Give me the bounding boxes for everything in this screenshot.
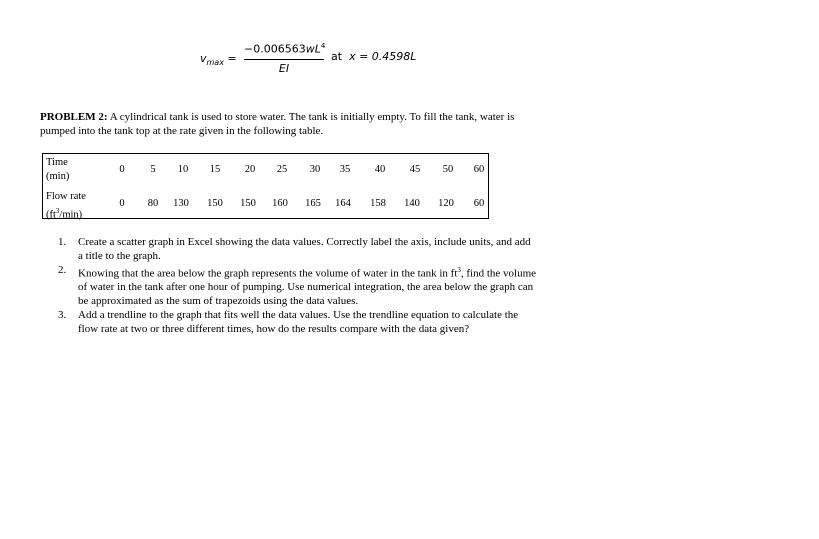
- table-cell: 0: [119, 164, 125, 175]
- flow-rate-table: [42, 153, 489, 219]
- table-cell: 150: [240, 198, 256, 209]
- table-cell: 25: [276, 164, 288, 175]
- problem-statement: [40, 110, 520, 138]
- table-cell: 35: [339, 164, 351, 175]
- table-cell: 10: [177, 164, 189, 175]
- time-header: Time (min): [46, 157, 70, 182]
- table-cell: 60: [473, 198, 485, 209]
- list-item: 3. Add a trendline to the graph that fits well the data values. Use the trendline equation to calculate the flow rate at two or three different times, how do the results compare with the data given?: [58, 309, 519, 335]
- problem-label: PROBLEM 2:: [40, 111, 108, 123]
- table-cell: 15: [209, 164, 221, 175]
- equation-numerator: $-0.006563wL^4$: [244, 42, 326, 56]
- question-list: [58, 236, 538, 337]
- table-cell: 0: [119, 198, 125, 209]
- equation-fraction: [244, 40, 324, 75]
- table-cell: 158: [370, 198, 386, 209]
- fraction-bar: [244, 59, 324, 60]
- table-cell: 140: [404, 198, 420, 209]
- table-cell: 150: [207, 198, 223, 209]
- list-item: 1. Create a scatter graph in Excel showing the data values. Correctly label the axis, include units, and add a title to the graph.: [58, 236, 531, 262]
- table-cell: 40: [374, 164, 386, 175]
- table-cell: 50: [442, 164, 454, 175]
- equation-lhs: $v_{max}$ =: [200, 52, 237, 68]
- table-cell: 45: [409, 164, 421, 175]
- table-cell: 160: [272, 198, 288, 209]
- table-cell: 164: [335, 198, 351, 209]
- table-cell: 5: [150, 164, 156, 175]
- table-row-time: [43, 156, 488, 186]
- flow-header: Flow rate $(ft^3/\min)$: [46, 191, 86, 221]
- table-cell: 120: [438, 198, 454, 209]
- table-cell: 30: [309, 164, 321, 175]
- table-cell: 165: [305, 198, 321, 209]
- equation-condition: at x = 0.4598L: [331, 50, 417, 63]
- table-cell: 20: [244, 164, 256, 175]
- table-row-flow: [43, 190, 488, 220]
- table-cell: 130: [173, 198, 189, 209]
- equation-denominator: EI: [278, 61, 290, 75]
- problem-text: A cylindrical tank is used to store water. The tank is initially empty. To fill the tank, water is pumped into the tank top at the rate given in the following table.: [40, 111, 515, 137]
- list-item: 2. Knowing that the area below the graph represents the volume of water in the tank in $ft^3$, find the volume of water in the tank after one hour of pumping. Use numerical integration, the area below the graph can be approximated as the sum of trapezoids using the data values.: [58, 264, 537, 307]
- table-cell: 80: [147, 198, 159, 209]
- table-cell: 60: [473, 164, 485, 175]
